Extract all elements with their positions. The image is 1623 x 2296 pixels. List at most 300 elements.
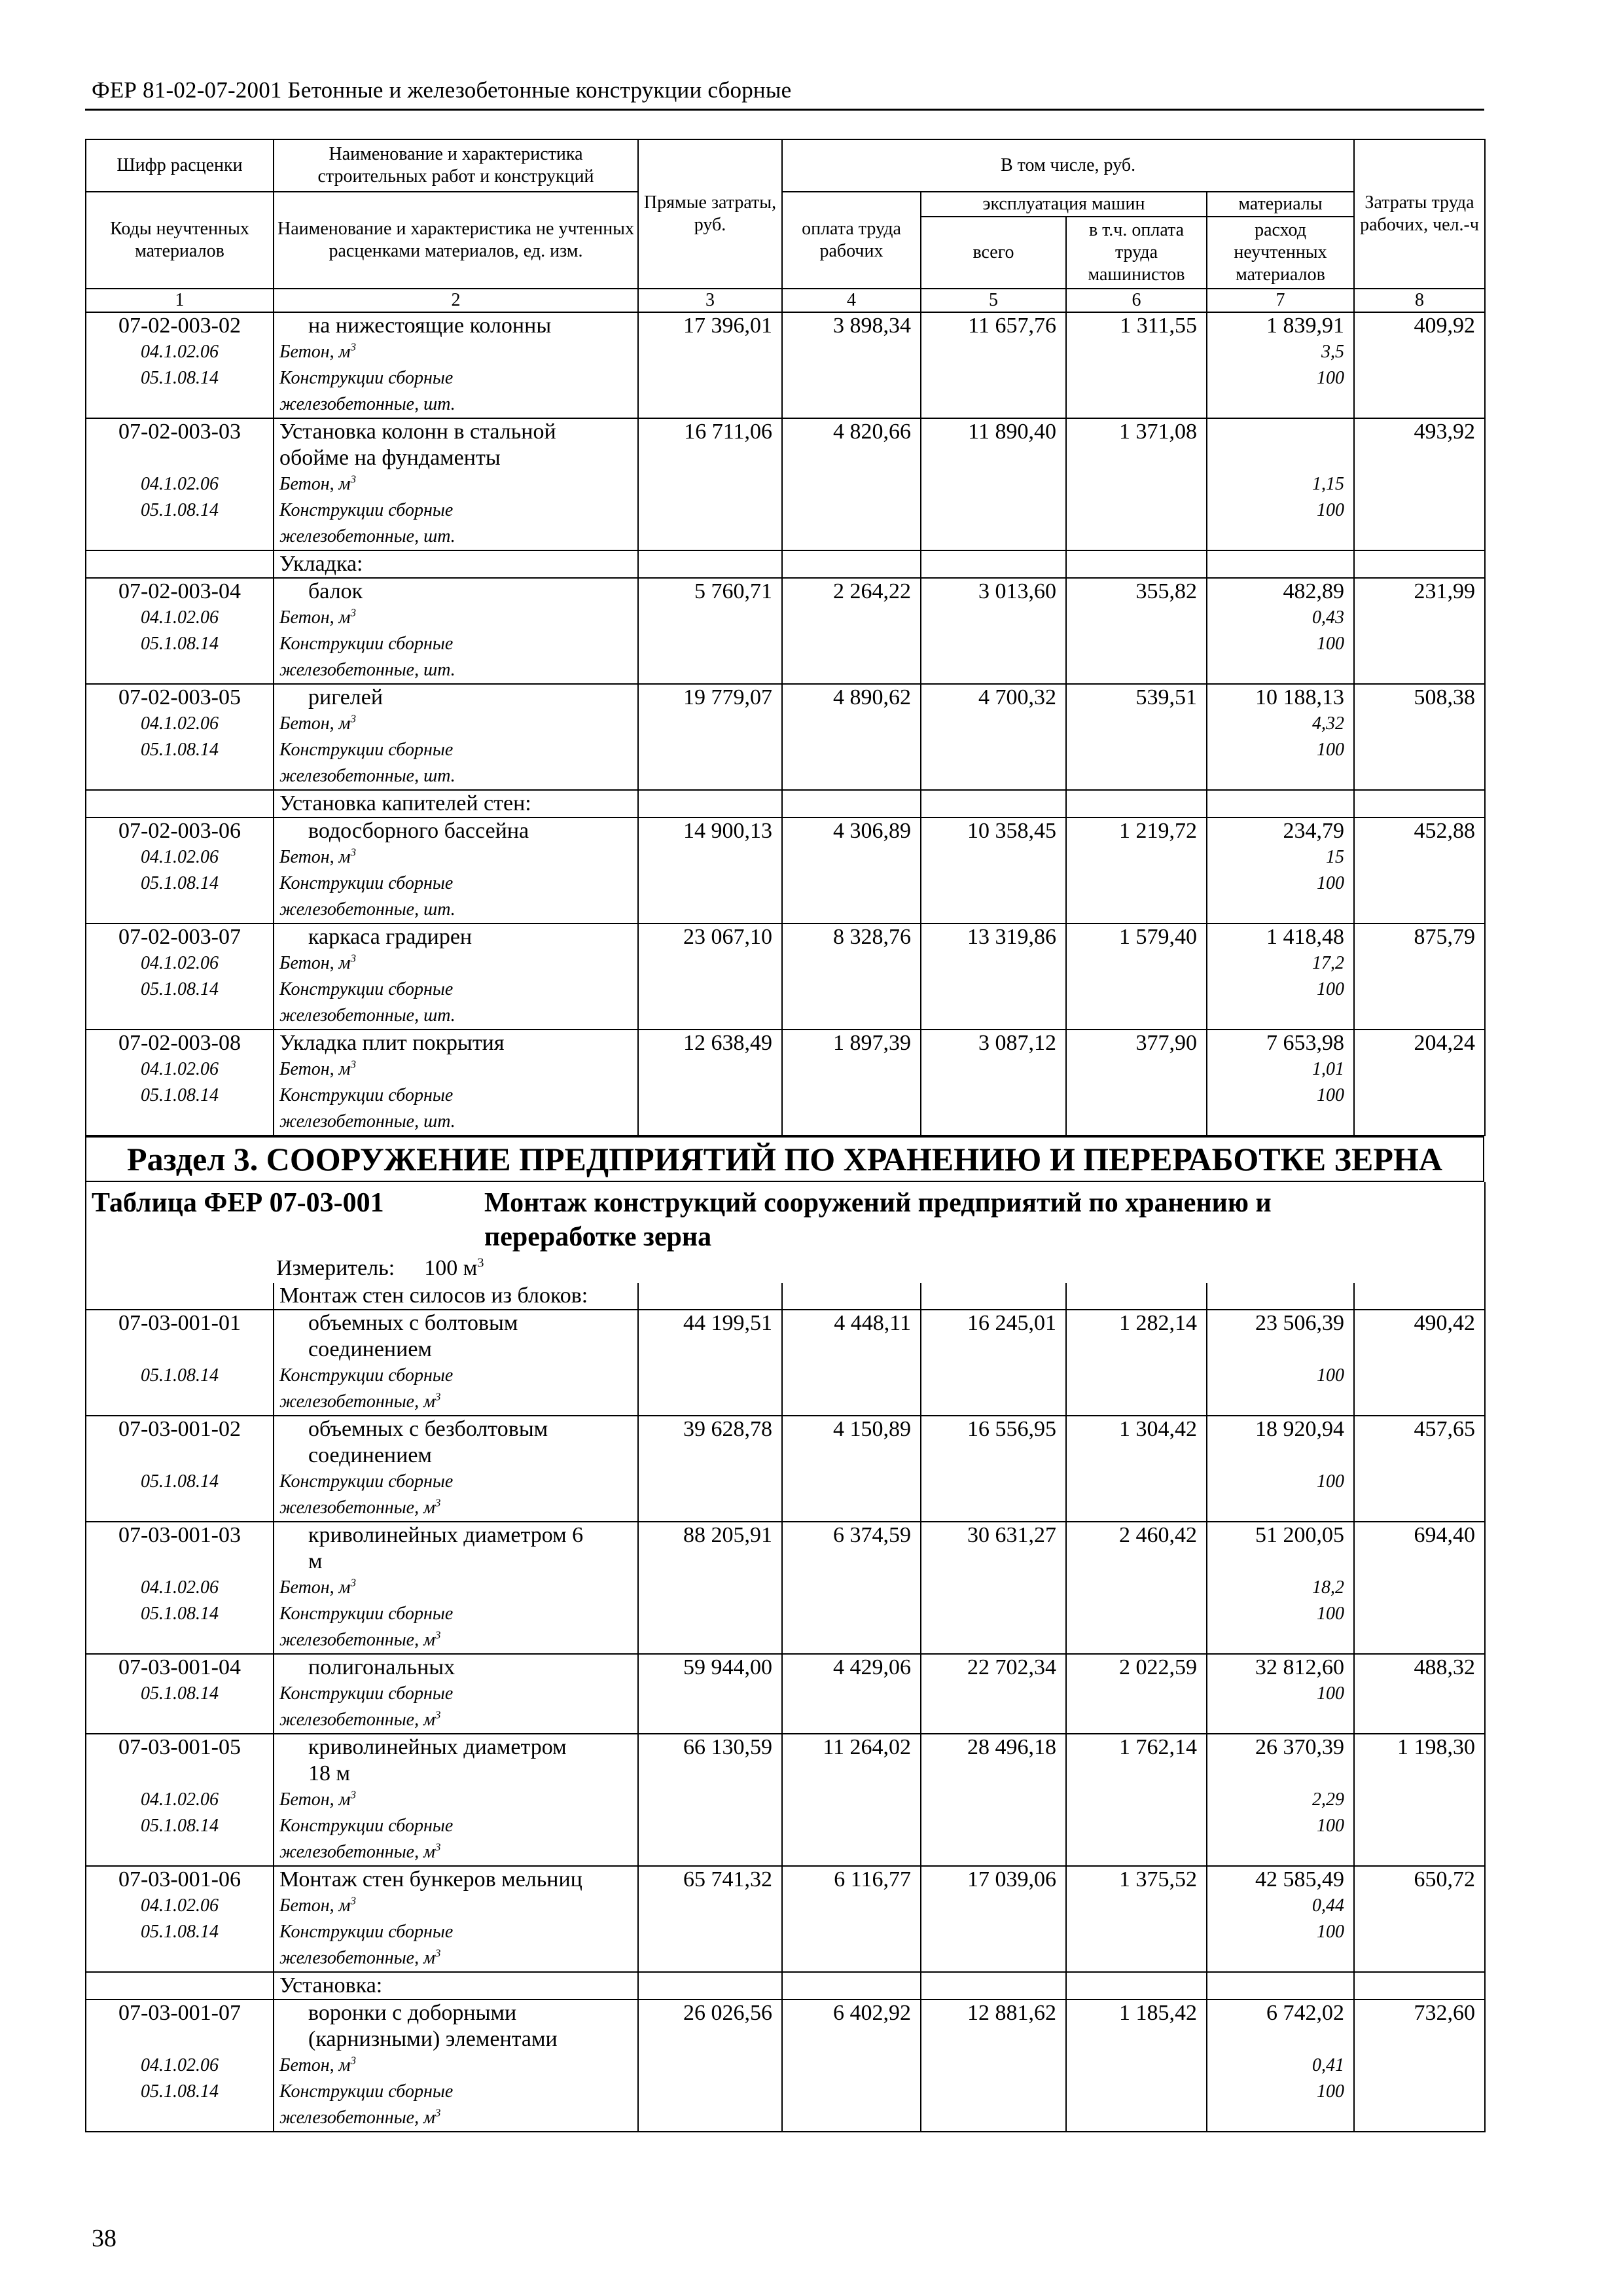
cell-machines-total xyxy=(921,684,1066,790)
cell xyxy=(782,550,921,578)
material-name-text: железобетонные, шт. xyxy=(279,1111,455,1132)
cell-labor-hours xyxy=(1354,1654,1485,1734)
material-code: 04.1.02.06 xyxy=(141,607,219,628)
material-name xyxy=(274,339,637,365)
cell-code xyxy=(86,1310,274,1416)
material-code: 05.1.08.14 xyxy=(141,1365,219,1386)
material-code: 05.1.08.14 xyxy=(141,740,219,760)
cell-materials-cost xyxy=(1207,2000,1354,2132)
direct-cost: 66 130,59 xyxy=(683,1735,772,1759)
spacer xyxy=(1207,445,1353,471)
machinist-labor: 1 282,14 xyxy=(1119,1311,1197,1335)
material-name xyxy=(274,977,637,1003)
material-qty xyxy=(1207,1945,1353,1971)
material-qty xyxy=(1207,1495,1353,1521)
cell-labor-hours xyxy=(1354,1734,1485,1866)
section-title: Раздел 3. СООРУЖЕНИЕ ПРЕДПРИЯТИЙ ПО ХРАНЕНИЮ И ПЕРЕРАБОТКЕ ЗЕРНА xyxy=(85,1136,1484,1182)
spacer xyxy=(86,1336,273,1363)
material-name xyxy=(274,1839,637,1865)
cell-machines-total xyxy=(921,418,1066,550)
labor-cost: 4 890,62 xyxy=(833,685,911,709)
rate-code: 07-03-001-06 xyxy=(118,1867,241,1892)
labor-cost: 1 897,39 xyxy=(833,1031,911,1055)
material-name xyxy=(274,365,637,391)
material-code xyxy=(86,1839,273,1865)
material-qty: 100 xyxy=(1317,368,1345,388)
table-row xyxy=(86,2000,1485,2132)
spacer xyxy=(1207,1336,1353,1363)
material-name xyxy=(274,1601,637,1627)
material-code: 04.1.02.06 xyxy=(141,1577,219,1598)
machinist-labor: 355,82 xyxy=(1135,579,1197,603)
material-name-text: Бетон, м xyxy=(279,953,351,973)
header-rule xyxy=(85,109,1484,111)
material-name-text: железобетонные, шт. xyxy=(279,1005,455,1026)
material-qty xyxy=(1207,391,1353,418)
labor-cost: 2 264,22 xyxy=(833,579,911,603)
head-materials: материалы xyxy=(1207,192,1354,217)
cell-name xyxy=(274,924,638,1030)
labor-cost: 4 820,66 xyxy=(833,420,911,444)
material-name-text: Конструкции сборные xyxy=(279,1816,454,1836)
cell-materials-cost xyxy=(1207,1522,1354,1654)
materials-cost: 6 742,02 xyxy=(1266,2001,1344,2025)
cell-direct-cost xyxy=(638,1734,782,1866)
cell xyxy=(921,1283,1066,1310)
rate-code: 07-03-001-03 xyxy=(118,1523,241,1547)
work-name: криволинейных диаметром 6 xyxy=(308,1523,584,1547)
material-name xyxy=(274,1363,637,1389)
cell xyxy=(1207,550,1354,578)
cell-name xyxy=(274,1866,638,1972)
table-head xyxy=(86,139,1485,312)
material-name-text: Бетон, м xyxy=(279,847,351,867)
material-code: 05.1.08.14 xyxy=(141,1683,219,1704)
material-code: 04.1.02.06 xyxy=(141,713,219,734)
table-row xyxy=(86,1416,1485,1522)
material-name xyxy=(274,391,637,418)
cell-code xyxy=(86,312,274,418)
materials-cost: 32 812,60 xyxy=(1255,1655,1344,1679)
material-name-text: Бетон, м xyxy=(279,1789,351,1810)
material-code: 05.1.08.14 xyxy=(141,1816,219,1836)
table-row xyxy=(86,684,1485,790)
cell-materials-cost xyxy=(1207,1866,1354,1972)
cell-name xyxy=(274,1030,638,1136)
material-unit-sup: 3 xyxy=(350,1576,356,1589)
cell-materials-cost xyxy=(1207,1416,1354,1522)
work-name: объемных с болтовым xyxy=(308,1311,518,1335)
material-code xyxy=(86,1945,273,1971)
work-name: воронки с доборными xyxy=(308,2001,517,2025)
labor-hours: 650,72 xyxy=(1414,1867,1476,1892)
table-row xyxy=(86,924,1485,1030)
material-code xyxy=(86,391,273,418)
materials-cost: 234,79 xyxy=(1283,819,1345,843)
material-name-text: Бетон, м xyxy=(279,1577,351,1598)
material-name xyxy=(274,1495,637,1521)
material-name xyxy=(274,497,637,524)
cell-machinist-labor xyxy=(1066,817,1207,924)
material-name xyxy=(274,1813,637,1839)
rates-table xyxy=(85,139,1486,1136)
work-name: на нижестоящие колонны xyxy=(308,314,552,338)
cell-labor-cost xyxy=(782,1866,921,1972)
material-qty: 100 xyxy=(1317,740,1345,760)
material-qty: 100 xyxy=(1317,1365,1344,1386)
table-body-section3 xyxy=(86,1283,1485,2132)
machinist-labor: 1 762,14 xyxy=(1119,1735,1197,1759)
rates-table-frame xyxy=(85,139,1484,2132)
cell xyxy=(86,790,274,817)
head-col3: Прямые затраты, руб. xyxy=(638,139,782,289)
material-unit-sup: 3 xyxy=(435,1840,441,1854)
direct-cost: 16 711,06 xyxy=(684,420,772,444)
meter-value: 100 м xyxy=(424,1256,478,1280)
machines-total: 16 245,01 xyxy=(967,1311,1056,1335)
table-row xyxy=(86,817,1485,924)
cell-labor-cost xyxy=(782,1030,921,1136)
cell-machinist-labor xyxy=(1066,1310,1207,1416)
cell-direct-cost xyxy=(638,1416,782,1522)
rates-table-section3 xyxy=(85,1182,1486,2132)
machines-total: 22 702,34 xyxy=(967,1655,1056,1679)
cell-labor-hours xyxy=(1354,1522,1485,1654)
material-name-text: Конструкции сборные xyxy=(279,634,454,654)
material-qty: 100 xyxy=(1317,1816,1344,1836)
direct-cost: 14 900,13 xyxy=(683,819,772,843)
cell-labor-cost xyxy=(782,578,921,684)
table-row xyxy=(86,1866,1485,1972)
table-body-section2 xyxy=(86,312,1485,1136)
cell-labor-hours xyxy=(1354,578,1485,684)
material-name-text: Конструкции сборные xyxy=(279,979,454,999)
cell xyxy=(1207,1283,1354,1310)
cell-labor-hours xyxy=(1354,1866,1485,1972)
materials-cost: 482,89 xyxy=(1283,579,1345,603)
cell-machinist-labor xyxy=(1066,312,1207,418)
cell xyxy=(638,550,782,578)
material-name-text: Бетон, м xyxy=(279,1895,351,1916)
cell-code xyxy=(86,578,274,684)
material-code xyxy=(86,1389,273,1415)
material-qty: 100 xyxy=(1317,2081,1344,2102)
meter-line xyxy=(92,1254,1479,1283)
material-unit-sup: 3 xyxy=(350,1058,356,1071)
machines-total: 3 087,12 xyxy=(978,1031,1056,1055)
material-code: 04.1.02.06 xyxy=(141,1059,219,1079)
head-col8: Затраты труда рабочих, чел.-ч xyxy=(1354,139,1485,289)
material-unit-sup: 3 xyxy=(435,1628,441,1641)
cell-machinist-labor xyxy=(1066,1734,1207,1866)
table-row xyxy=(86,1030,1485,1136)
cell xyxy=(86,1283,274,1310)
material-unit-sup: 3 xyxy=(350,473,356,486)
subheading-text: Укладка: xyxy=(279,552,363,576)
rate-code: 07-02-003-02 xyxy=(118,314,241,338)
cell-materials-cost xyxy=(1207,1030,1354,1136)
material-name xyxy=(274,737,637,763)
material-name xyxy=(274,1109,637,1135)
material-name-text: Бетон, м xyxy=(279,474,351,494)
table-row xyxy=(86,312,1485,418)
material-unit-sup: 3 xyxy=(350,846,356,859)
machines-total: 16 556,95 xyxy=(967,1417,1056,1441)
work-name: обойме на фундаменты xyxy=(279,446,501,470)
material-name xyxy=(274,471,637,497)
material-name xyxy=(274,711,637,737)
material-code xyxy=(86,763,273,789)
cell xyxy=(274,550,638,578)
cell xyxy=(274,1972,638,2000)
head-num-6: 6 xyxy=(1066,289,1207,312)
head-col1-top: Шифр расценки xyxy=(86,139,274,192)
cell-direct-cost xyxy=(638,578,782,684)
rate-code: 07-02-003-07 xyxy=(118,925,241,949)
material-qty: 100 xyxy=(1317,1604,1344,1624)
material-name xyxy=(274,1003,637,1029)
material-qty: 0,43 xyxy=(1312,607,1345,628)
material-unit-sup: 3 xyxy=(350,712,356,725)
material-name xyxy=(274,1681,637,1707)
labor-hours: 409,92 xyxy=(1414,314,1476,338)
subheading-row xyxy=(86,1283,1485,1310)
material-qty xyxy=(1207,897,1353,923)
material-name-text: Конструкции сборные xyxy=(279,1922,454,1942)
subheading-text: Монтаж стен силосов из блоков: xyxy=(279,1283,588,1308)
cell-labor-hours xyxy=(1354,2000,1485,2132)
material-unit-sup: 3 xyxy=(435,1708,441,1721)
material-name xyxy=(274,657,637,683)
machines-total: 28 496,18 xyxy=(967,1735,1056,1759)
cell-labor-cost xyxy=(782,418,921,550)
work-name: полигональных xyxy=(308,1655,455,1679)
material-code: 04.1.02.06 xyxy=(141,953,219,973)
material-qty: 15 xyxy=(1326,847,1345,867)
cell-machinist-labor xyxy=(1066,418,1207,550)
material-code: 05.1.08.14 xyxy=(141,1471,219,1492)
cell-direct-cost xyxy=(638,418,782,550)
labor-hours: 508,38 xyxy=(1414,685,1476,709)
material-unit-sup: 3 xyxy=(435,1390,441,1403)
machines-total: 13 319,86 xyxy=(967,925,1056,949)
cell xyxy=(1066,550,1207,578)
material-name-text: Бетон, м xyxy=(279,607,351,628)
subheading-text: Установка: xyxy=(279,1973,383,1998)
material-qty xyxy=(1207,1839,1353,1865)
machines-total: 12 881,62 xyxy=(967,2001,1056,2025)
cell-code xyxy=(86,684,274,790)
cell-code xyxy=(86,1654,274,1734)
machinist-labor: 2 022,59 xyxy=(1119,1655,1197,1679)
material-unit-sup: 3 xyxy=(435,2106,441,2119)
material-name-text: Конструкции сборные xyxy=(279,1604,454,1624)
labor-cost: 11 264,02 xyxy=(823,1735,911,1759)
material-qty: 1,01 xyxy=(1312,1059,1345,1079)
material-name-text: Конструкции сборные xyxy=(279,873,454,893)
machinist-labor: 1 371,08 xyxy=(1119,420,1197,444)
material-name xyxy=(274,524,637,550)
cell-machinist-labor xyxy=(1066,578,1207,684)
material-name-text: Конструкции сборные xyxy=(279,1365,454,1386)
cell xyxy=(1066,790,1207,817)
machines-total: 11 890,40 xyxy=(968,420,1056,444)
material-name-text: Бетон, м xyxy=(279,713,351,734)
material-name xyxy=(274,1893,637,1919)
cell-name xyxy=(274,684,638,790)
cell-name xyxy=(274,578,638,684)
material-name xyxy=(274,897,637,923)
material-code xyxy=(86,897,273,923)
cell xyxy=(1207,790,1354,817)
rate-code: 07-02-003-05 xyxy=(118,685,241,709)
material-code xyxy=(86,1109,273,1135)
cell-labor-hours xyxy=(1354,312,1485,418)
material-name xyxy=(274,1919,637,1945)
cell-materials-cost xyxy=(1207,312,1354,418)
cell-labor-hours xyxy=(1354,1416,1485,1522)
material-unit-sup: 3 xyxy=(350,340,356,353)
direct-cost: 59 944,00 xyxy=(683,1655,772,1679)
cell-code xyxy=(86,1522,274,1654)
table-row xyxy=(86,1310,1485,1416)
material-code xyxy=(86,524,273,550)
spacer xyxy=(1207,1443,1353,1469)
machinist-labor: 1 579,40 xyxy=(1119,925,1197,949)
cell-direct-cost xyxy=(638,1030,782,1136)
head-col2-bottom: Наименование и характеристика не учтенных расценками материалов, ед. изм. xyxy=(274,192,638,289)
material-name xyxy=(274,1627,637,1653)
direct-cost: 12 638,49 xyxy=(683,1031,772,1055)
work-name: соединением xyxy=(308,1443,432,1467)
material-name xyxy=(274,1389,637,1415)
material-qty xyxy=(1207,1707,1353,1733)
cell-name xyxy=(274,2000,638,2132)
table-row xyxy=(86,1654,1485,1734)
direct-cost: 65 741,32 xyxy=(683,1867,772,1892)
spacer xyxy=(86,445,273,471)
cell-machines-total xyxy=(921,1866,1066,1972)
material-code: 05.1.08.14 xyxy=(141,873,219,893)
material-name-text: Конструкции сборные xyxy=(279,1085,454,1105)
spacer xyxy=(86,1761,273,1787)
material-qty xyxy=(1207,1627,1353,1653)
labor-hours: 488,32 xyxy=(1414,1655,1476,1679)
meter-label: Измеритель: xyxy=(276,1256,395,1280)
cell-labor-hours xyxy=(1354,924,1485,1030)
material-code: 05.1.08.14 xyxy=(141,634,219,654)
materials-cost xyxy=(1207,419,1353,445)
cell-machines-total xyxy=(921,1654,1066,1734)
direct-cost: 44 199,51 xyxy=(683,1311,772,1335)
cell-labor-cost xyxy=(782,1522,921,1654)
cell-code xyxy=(86,418,274,550)
material-name-text: Конструкции сборные xyxy=(279,1683,454,1704)
rate-code: 07-03-001-04 xyxy=(118,1655,241,1679)
material-qty: 1,15 xyxy=(1312,474,1345,494)
material-qty: 2,29 xyxy=(1312,1789,1344,1810)
material-qty: 4,32 xyxy=(1312,713,1345,734)
materials-cost: 42 585,49 xyxy=(1255,1867,1344,1892)
cell-name xyxy=(274,1654,638,1734)
cell-code xyxy=(86,924,274,1030)
cell xyxy=(1354,790,1485,817)
material-name-text: железобетонные, м xyxy=(279,1710,435,1730)
cell-code xyxy=(86,817,274,924)
cell-code xyxy=(86,1734,274,1866)
work-name: 18 м xyxy=(308,1761,351,1785)
cell-code xyxy=(86,1416,274,1522)
cell-machines-total xyxy=(921,1734,1066,1866)
material-name-text: железобетонные, шт. xyxy=(279,394,455,414)
cell xyxy=(921,550,1066,578)
material-qty: 100 xyxy=(1317,1922,1344,1942)
direct-cost: 39 628,78 xyxy=(683,1417,772,1441)
cell-labor-cost xyxy=(782,312,921,418)
work-name: Монтаж стен бункеров мельниц xyxy=(279,1867,582,1892)
cell-direct-cost xyxy=(638,2000,782,2132)
material-name-text: железобетонные, шт. xyxy=(279,660,455,680)
cell-direct-cost xyxy=(638,817,782,924)
material-name xyxy=(274,1056,637,1083)
work-name: соединением xyxy=(308,1337,432,1361)
machinist-labor: 539,51 xyxy=(1135,685,1197,709)
running-header: ФЕР 81-02-07-2001 Бетонные и железобетонные конструкции сборные xyxy=(92,77,792,103)
materials-cost: 26 370,39 xyxy=(1255,1735,1344,1759)
cell-machines-total xyxy=(921,924,1066,1030)
cell-machines-total xyxy=(921,1310,1066,1416)
head-col4: оплата труда рабочих xyxy=(782,192,921,289)
labor-cost: 3 898,34 xyxy=(833,314,911,338)
machines-total: 11 657,76 xyxy=(968,314,1056,338)
cell-labor-cost xyxy=(782,1654,921,1734)
cell-machinist-labor xyxy=(1066,1416,1207,1522)
labor-hours: 875,79 xyxy=(1414,925,1476,949)
material-code: 04.1.02.06 xyxy=(141,2055,219,2075)
machinist-labor: 1 219,72 xyxy=(1119,819,1197,843)
cell-machinist-labor xyxy=(1066,684,1207,790)
head-machines: эксплуатация машин xyxy=(921,192,1207,217)
material-qty: 100 xyxy=(1317,1683,1344,1704)
labor-hours: 1 198,30 xyxy=(1397,1735,1476,1759)
labor-hours: 732,60 xyxy=(1414,2001,1476,2025)
table-row xyxy=(86,418,1485,550)
cell-name xyxy=(274,312,638,418)
direct-cost: 23 067,10 xyxy=(683,925,772,949)
cell-name xyxy=(274,1522,638,1654)
rate-code: 07-02-003-06 xyxy=(118,819,241,843)
material-code xyxy=(86,2105,273,2131)
cell xyxy=(1354,550,1485,578)
material-code: 04.1.02.06 xyxy=(141,342,219,362)
rate-code: 07-02-003-03 xyxy=(118,420,241,444)
material-qty: 0,44 xyxy=(1312,1895,1344,1916)
material-name xyxy=(274,1575,637,1601)
head-col6: в т.ч. оплата труда машинистов xyxy=(1066,217,1207,289)
cell xyxy=(1066,1283,1207,1310)
cell-machinist-labor xyxy=(1066,1654,1207,1734)
labor-hours: 457,65 xyxy=(1414,1417,1476,1441)
material-name xyxy=(274,2105,637,2131)
machinist-labor: 1 311,55 xyxy=(1120,314,1197,338)
material-name-text: железобетонные, м xyxy=(279,1842,435,1862)
material-qty xyxy=(1207,1389,1353,1415)
material-name xyxy=(274,631,637,657)
cell-name xyxy=(274,817,638,924)
material-code: 05.1.08.14 xyxy=(141,368,219,388)
material-name-text: Конструкции сборные xyxy=(279,1471,454,1492)
head-col7: расход неучтенных материалов xyxy=(1207,217,1354,289)
